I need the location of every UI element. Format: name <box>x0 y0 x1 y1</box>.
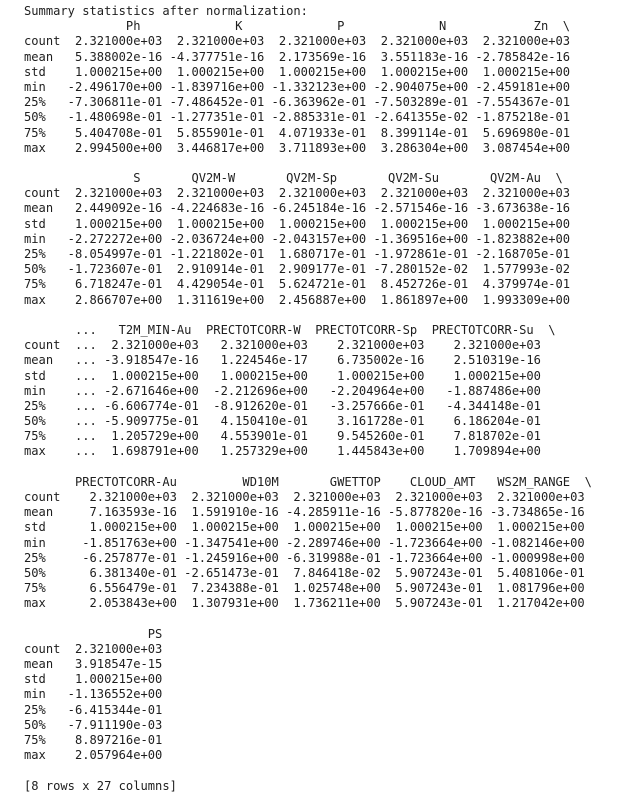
blank-line <box>24 156 625 171</box>
stats-row-count: count 2.321000e+03 2.321000e+03 2.321000e+03 2.321000e+03 2.321000e+03 <box>24 186 571 201</box>
stats-row-75: 75% 8.897216e-01 <box>24 733 163 747</box>
stats-row-min: min -1.851763e+00 -1.347541e+00 -2.289746e+00 -1.723664e+00 -1.082146e+00 <box>24 535 585 550</box>
stats-row-max: max 2.994500e+00 3.446817e+00 3.711893e+00 3.286304e+00 3.087454e+00 <box>24 140 571 155</box>
column-header-row: PRECTOTCORR-Au WD10M GWETTOP CLOUD_AMT WS2M_RANGE \ <box>24 474 592 489</box>
column-header-row: PS <box>24 626 163 641</box>
stats-row-50: 50% ... -5.909775e-01 4.150410e-01 3.161728e-01 6.186204e-01 <box>24 414 541 429</box>
stats-row-std: std 1.000215e+00 1.000215e+00 1.000215e+00 1.000215e+00 1.000215e+00 <box>24 216 571 231</box>
stats-row-75: 75% 5.404708e-01 5.855901e-01 4.071933e-01 8.399114e-01 5.696980e-01 <box>24 125 571 140</box>
stats-row-25: 25% -7.306811e-01 -7.486452e-01 -6.363962e-01 -7.503289e-01 -7.554367e-01 <box>24 95 571 110</box>
stats-row-25: 25% -8.054997e-01 -1.221802e-01 1.680717e-01 -1.972861e-01 -2.168705e-01 <box>24 247 571 261</box>
stats-row-mean: mean ... -3.918547e-16 1.224546e-17 6.735002e-16 2.510319e-16 <box>24 353 541 368</box>
column-header-row: S QV2M-W QV2M-Sp QV2M-Su QV2M-Au \ <box>24 171 563 186</box>
stats-row-min: min ... -2.671646e+00 -2.212696e+00 -2.204964e+00 -1.887486e+00 <box>24 383 541 398</box>
stats-block-1 <box>24 19 625 156</box>
stats-row-50: 50% 6.381340e-01 -2.651473e-01 7.846418e-02 5.907243e-01 5.408106e-01 <box>24 565 585 580</box>
stats-row-min: min -1.136552e+00 <box>24 687 163 702</box>
stats-row-mean: mean 2.449092e-16 -4.224683e-16 -6.245184e-16 -2.571546e-16 -3.673638e-16 <box>24 201 571 216</box>
blank-line <box>24 612 625 627</box>
console-output <box>24 4 625 794</box>
blank-line <box>24 460 625 475</box>
stats-row-count: count 2.321000e+03 <box>24 641 163 656</box>
column-header-row: ... T2M_MIN-Au PRECTOTCORR-W PRECTOTCORR-Sp PRECTOTCORR-Su \ <box>24 322 556 337</box>
stats-row-75: 75% 6.556479e-01 7.234388e-01 1.025748e+00 5.907243e-01 1.081796e+00 <box>24 581 585 596</box>
stats-row-min: min -2.272272e+00 -2.036724e+00 -2.043157e+00 -1.369516e+00 -1.823882e+00 <box>24 231 571 246</box>
stats-row-std: std 1.000215e+00 <box>24 672 163 687</box>
stats-row-max: max 2.866707e+00 1.311619e+00 2.456887e+00 1.861897e+00 1.993309e+00 <box>24 292 571 307</box>
stats-row-mean: mean 3.918547e-15 <box>24 657 163 672</box>
stats-row-max: max ... 1.698791e+00 1.257329e+00 1.445843e+00 1.709894e+00 <box>24 444 541 459</box>
stats-row-25: 25% ... -6.606774e-01 -8.912620e-01 -3.257666e-01 -4.344148e-01 <box>24 398 541 413</box>
stats-row-50: 50% -7.911190e-03 <box>24 717 163 732</box>
stats-row-count: count 2.321000e+03 2.321000e+03 2.321000e+03 2.321000e+03 2.321000e+03 <box>24 490 585 504</box>
stats-row-count: count 2.321000e+03 2.321000e+03 2.321000e+03 2.321000e+03 2.321000e+03 <box>24 34 571 49</box>
stats-block-2 <box>24 171 625 308</box>
output-header: Summary statistics after normalization: <box>24 4 308 18</box>
stats-row-std: std 1.000215e+00 1.000215e+00 1.000215e+00 1.000215e+00 1.000215e+00 <box>24 520 585 535</box>
stats-row-75: 75% ... 1.205729e+00 4.553901e-01 9.545260e-01 7.818702e-01 <box>24 429 541 444</box>
stats-row-max: max 2.057964e+00 <box>24 748 163 763</box>
stats-row-50: 50% -1.480698e-01 -1.277351e-01 -2.885331e-01 -2.641355e-02 -1.875218e-01 <box>24 110 571 125</box>
stats-block-4 <box>24 475 625 612</box>
stats-row-mean: mean 5.388002e-16 -4.377751e-16 2.173569e-16 3.551183e-16 -2.785842e-16 <box>24 49 571 64</box>
stats-row-75: 75% 6.718247e-01 4.429054e-01 5.624721e-01 8.452726e-01 4.379974e-01 <box>24 277 571 292</box>
stats-row-std: std ... 1.000215e+00 1.000215e+00 1.000215e+00 1.000215e+00 <box>24 368 541 383</box>
stats-row-25: 25% -6.415344e-01 <box>24 702 163 717</box>
stats-row-count: count ... 2.321000e+03 2.321000e+03 2.321000e+03 2.321000e+03 <box>24 338 541 353</box>
stats-row-50: 50% -1.723607e-01 2.910914e-01 2.909177e-01 -7.280152e-02 1.577993e-02 <box>24 262 571 277</box>
stats-row-25: 25% -6.257877e-01 -1.245916e+00 -6.319988e-01 -1.723664e+00 -1.000998e+00 <box>24 550 585 565</box>
stats-block-5 <box>24 627 625 764</box>
stats-row-min: min -2.496170e+00 -1.839716e+00 -1.332123e+00 -2.904075e+00 -2.459181e+00 <box>24 79 571 94</box>
blank-line <box>24 763 625 778</box>
column-header-row: Ph K P N Zn \ <box>24 19 571 34</box>
stats-row-max: max 2.053843e+00 1.307931e+00 1.736211e+00 5.907243e-01 1.217042e+00 <box>24 596 585 611</box>
stats-block-3 <box>24 323 625 460</box>
blank-line <box>24 308 625 323</box>
stats-row-std: std 1.000215e+00 1.000215e+00 1.000215e+00 1.000215e+00 1.000215e+00 <box>24 64 571 79</box>
stats-row-mean: mean 7.163593e-16 1.591910e-16 -4.285911e-16 -5.877820e-16 -3.734865e-16 <box>24 505 585 520</box>
output-footer: [8 rows x 27 columns] <box>24 778 177 793</box>
